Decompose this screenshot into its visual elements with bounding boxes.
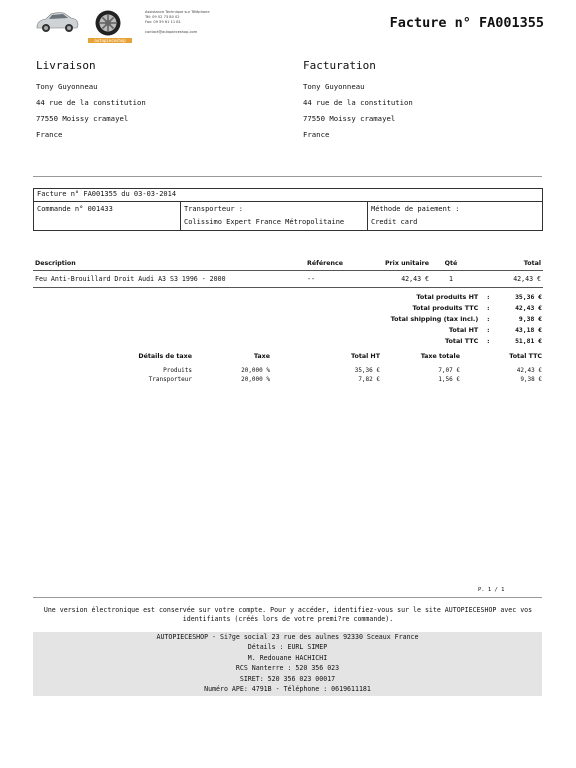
billing-address <box>303 79 413 143</box>
item-unit-price: 42,43 € <box>365 271 431 288</box>
table-row <box>100 375 542 384</box>
carrier-label: Transporteur : <box>184 205 244 213</box>
total-label: Total TTC <box>445 336 479 345</box>
delivery-address <box>36 79 146 143</box>
divider <box>33 597 542 598</box>
total-value: 42,43 € <box>515 303 542 312</box>
total-row <box>320 302 542 313</box>
footer-line: M. Redouane HACHICHI <box>247 653 328 662</box>
invoice-title: Facture n° FA001355 <box>389 15 544 31</box>
total-row <box>320 335 542 346</box>
billing-country: France <box>303 130 330 139</box>
footer-line: AUTOPIECESHOP - Si?ge social 23 rue des aulnes 92330 Sceaux France <box>156 633 419 641</box>
item-qty: 1 <box>431 271 471 288</box>
tax-total-ttc: 42,43 € <box>516 367 542 374</box>
billing-city: 77550 Moissy cramayel <box>303 114 396 123</box>
colon: : <box>486 325 491 334</box>
tax-label: Produits <box>163 367 192 374</box>
delivery-heading: Livraison <box>36 59 96 72</box>
total-row <box>320 313 542 324</box>
item-reference: -- <box>305 271 365 288</box>
tax-header-row <box>100 351 542 366</box>
company-footer <box>33 632 542 696</box>
col-qty: Qté <box>431 257 471 271</box>
order-number <box>34 202 181 231</box>
total-value: 51,81 € <box>515 336 542 345</box>
total-label: Total HT <box>448 325 479 334</box>
col-tax-total: Taxe totale <box>420 353 460 360</box>
tax-rate: 20,000 % <box>241 376 270 383</box>
contact-line: Tél: 09 52 73 80 02 <box>145 15 180 19</box>
col-unit-price: Prix unitaire <box>365 257 431 271</box>
item-description: Feu Anti-Brouillard Droit Audi A3 S3 1996 - 2000 <box>33 271 305 288</box>
divider <box>33 176 542 177</box>
billing-name: Tony Guyonneau <box>303 82 365 91</box>
col-reference: Référence <box>305 257 365 271</box>
colon: : <box>486 292 491 301</box>
page-number: P. 1 / 1 <box>478 587 505 593</box>
delivery-city: 77550 Moissy cramayel <box>36 114 129 123</box>
footer-line: Détails : EURL SIMEP <box>247 643 328 652</box>
tax-total-ttc: 9,38 € <box>520 376 542 383</box>
col-description: Description <box>33 257 305 271</box>
footer-line: RCS Nanterre : 520 356 023 <box>235 664 340 673</box>
total-label: Total produits TTC <box>412 303 479 312</box>
contact-line: Assistance Technique sur Téléphone <box>145 10 210 14</box>
total-value: 9,38 € <box>518 314 542 323</box>
total-row <box>320 291 542 302</box>
table-row <box>33 271 543 288</box>
footer-line: Numéro APE: 4791B - Téléphone : 0619611181 <box>204 685 371 694</box>
order-number-text: Commande n° 001433 <box>37 205 113 213</box>
col-tax-rate: Taxe <box>253 353 270 360</box>
billing-street: 44 rue de la constitution <box>303 98 413 107</box>
total-value: 35,36 € <box>515 292 542 301</box>
colon: : <box>486 314 491 323</box>
tax-label: Transporteur <box>148 376 192 383</box>
total-row <box>320 324 542 335</box>
logo-tagline: autopieceshop <box>88 38 132 43</box>
payment-cell <box>368 202 543 231</box>
tax-total-ht: 35,36 € <box>354 367 380 374</box>
col-tax-total-ht: Total HT <box>351 353 380 360</box>
wheel-logo-icon <box>95 10 121 36</box>
carrier-value: Colissimo Expert France Métropolitaine <box>184 218 345 226</box>
delivery-street: 44 rue de la constitution <box>36 98 146 107</box>
invoice-number-date: Facture n° FA001355 du 03-03-2014 <box>34 189 543 202</box>
colon: : <box>486 303 491 312</box>
payment-label: Méthode de paiement : <box>371 205 460 213</box>
items-header-row <box>33 257 543 271</box>
item-total: 42,43 € <box>471 271 543 288</box>
col-total: Total <box>471 257 543 271</box>
delivery-name: Tony Guyonneau <box>36 82 98 91</box>
total-label: Total shipping (tax incl.) <box>390 314 479 323</box>
contact-line: Fax: 09 59 61 11 81 <box>145 20 181 24</box>
tax-total-tax: 7,07 € <box>438 367 460 374</box>
totals-table <box>320 291 542 346</box>
payment-value: Credit card <box>371 218 418 226</box>
tax-total-ht: 7,82 € <box>358 376 380 383</box>
colon: : <box>486 336 491 345</box>
col-tax-details: Détails de taxe <box>138 353 192 360</box>
tax-total-tax: 1,56 € <box>438 376 460 383</box>
contact-line: contact@autopieceshop.com <box>145 30 198 34</box>
delivery-country: France <box>36 130 63 139</box>
footer-line: SIRET: 520 356 023 00017 <box>239 674 336 683</box>
total-label: Total produits HT <box>416 292 479 301</box>
contact-info <box>145 10 210 35</box>
tax-details-table <box>100 351 542 384</box>
carrier-cell <box>181 202 368 231</box>
tax-rate: 20,000 % <box>241 367 270 374</box>
billing-heading: Facturation <box>303 59 376 72</box>
car-logo-icon <box>34 8 80 34</box>
items-table <box>33 257 543 288</box>
total-value: 43,18 € <box>515 325 542 334</box>
col-tax-total-ttc: Total TTC <box>509 353 542 360</box>
table-row <box>100 366 542 375</box>
invoice-info-box <box>33 188 543 231</box>
electronic-copy-note: Une version électronique est conservée sur votre compte. Pour y accéder, identifiez-vous sur le site AUTOPIECESHOP avec vos identifiants (créés lors de votre premi?re commande). <box>43 606 533 623</box>
